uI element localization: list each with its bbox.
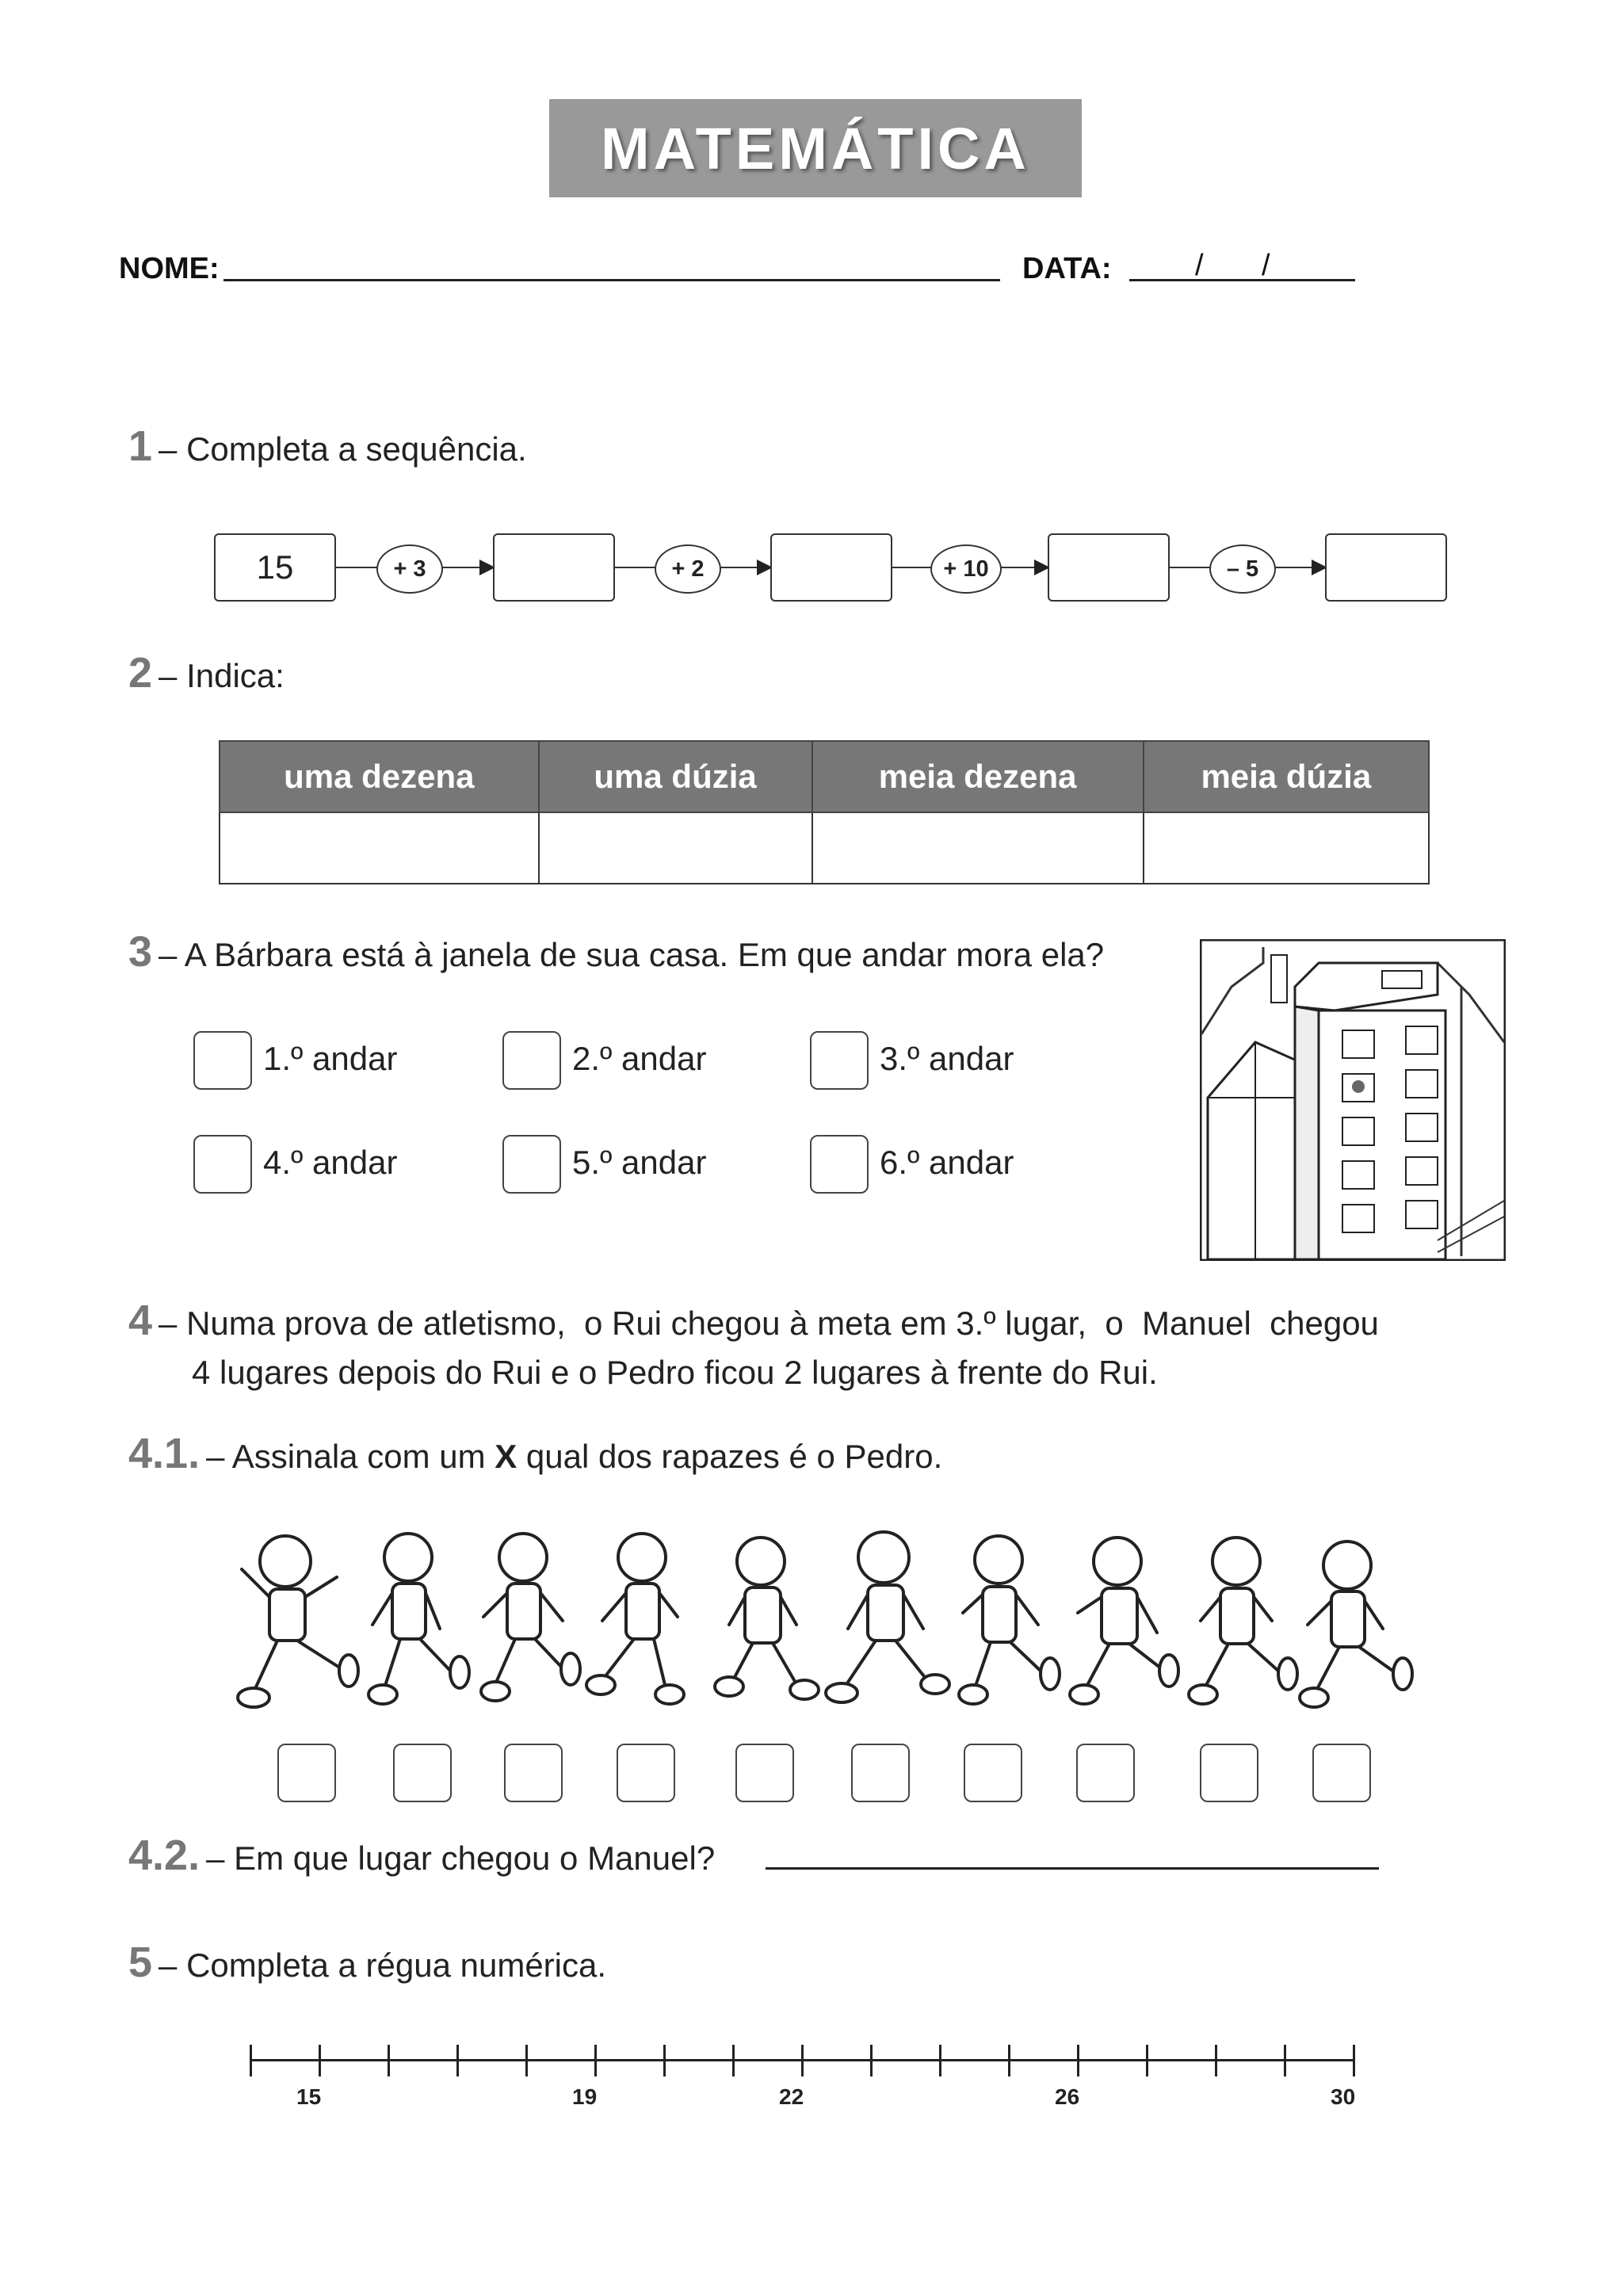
- question-text: – A Bárbara está à janela de sua casa. Em que andar mora ela?: [158, 936, 1105, 973]
- floor-checkbox[interactable]: [502, 1135, 561, 1194]
- question-number: 4.2.: [128, 1832, 200, 1879]
- question-text: – Em que lugar chegou o Manuel?: [206, 1839, 716, 1877]
- sequence-answer-box[interactable]: [1048, 533, 1170, 602]
- date-separator: /: [1195, 249, 1204, 282]
- option-label: 5.º andar: [572, 1144, 707, 1181]
- sequence-chain: [214, 531, 1450, 604]
- table-header: meia dúzia: [1144, 741, 1429, 812]
- floor-checkbox[interactable]: [502, 1031, 561, 1090]
- sequence-answer-box[interactable]: [770, 533, 892, 602]
- question-text: – Completa a régua numérica.: [158, 1946, 607, 1984]
- floor-checkbox[interactable]: [193, 1031, 252, 1090]
- ruler-tick: [663, 2045, 666, 2076]
- building-illustration: [1200, 939, 1506, 1261]
- question-text: – Numa prova de atletismo, o Rui chegou à meta em 3.º lugar, o Manuel chegou: [158, 1305, 1379, 1342]
- floor-checkbox[interactable]: [810, 1135, 869, 1194]
- table-header: uma dúzia: [539, 741, 812, 812]
- question-text: – Completa a sequência.: [158, 430, 527, 468]
- number-ruler: [246, 2045, 1355, 2132]
- ruler-tick: [732, 2045, 735, 2076]
- sequence-operator: + 3: [376, 544, 443, 594]
- date-field[interactable]: [1129, 279, 1355, 281]
- question-text-bold: X: [495, 1438, 517, 1475]
- ruler-tick: [870, 2045, 873, 2076]
- runner-checkbox[interactable]: [851, 1744, 910, 1802]
- question-text: – Indica:: [158, 657, 285, 694]
- runner-checkbox[interactable]: [964, 1744, 1022, 1802]
- name-label: NOME:: [119, 252, 220, 285]
- floor-checkbox[interactable]: [810, 1031, 869, 1090]
- sequence-operator: – 5: [1209, 544, 1276, 594]
- ruler-tick: [250, 2045, 252, 2076]
- table-row: [220, 812, 1429, 884]
- question-3: [128, 927, 1104, 976]
- option-label: 2.º andar: [572, 1040, 707, 1077]
- question-number: 2: [128, 649, 153, 697]
- page-title: MATEMÁTICA: [549, 99, 1082, 197]
- ruler-tick: [1146, 2045, 1148, 2076]
- table-header-row: [220, 741, 1429, 812]
- question-text: – Assinala com um: [206, 1438, 495, 1475]
- sequence-answer-box[interactable]: [493, 533, 615, 602]
- ruler-tick: [1353, 2045, 1355, 2076]
- sequence-answer-box[interactable]: [1325, 533, 1447, 602]
- ruler-tick: [801, 2045, 804, 2076]
- ruler-tick: [388, 2045, 390, 2076]
- question-number: 1: [128, 422, 153, 470]
- runner-checkbox[interactable]: [617, 1744, 675, 1802]
- answer-cell[interactable]: [812, 812, 1144, 884]
- floor-checkbox[interactable]: [193, 1135, 252, 1194]
- option-label: 4.º andar: [263, 1144, 398, 1181]
- ruler-tick: [1077, 2045, 1079, 2076]
- sequence-operator: + 2: [655, 544, 721, 594]
- question-number: 4: [128, 1297, 153, 1344]
- option-label: 6.º andar: [880, 1144, 1014, 1181]
- ruler-tick: [939, 2045, 941, 2076]
- answer-cell[interactable]: [220, 812, 539, 884]
- runner-checkbox[interactable]: [1076, 1744, 1135, 1802]
- runner-checkbox[interactable]: [735, 1744, 794, 1802]
- runner-checkbox[interactable]: [393, 1744, 452, 1802]
- ruler-label: 15: [296, 2084, 322, 2109]
- ruler-label: 30: [1331, 2084, 1356, 2109]
- answer-cell[interactable]: [539, 812, 812, 884]
- runner-checkbox[interactable]: [1200, 1744, 1258, 1802]
- option-label: 3.º andar: [880, 1040, 1014, 1077]
- ruler-tick: [594, 2045, 597, 2076]
- name-field[interactable]: [223, 279, 1000, 281]
- indica-table: [219, 740, 1430, 884]
- runners-illustration: [222, 1522, 1434, 1736]
- answer-line[interactable]: [766, 1867, 1379, 1870]
- table-header: uma dezena: [220, 741, 539, 812]
- question-number: 3: [128, 928, 153, 976]
- table-header: meia dezena: [812, 741, 1144, 812]
- question-number: 5: [128, 1939, 153, 1986]
- date-label: DATA:: [1022, 252, 1112, 285]
- ruler-label: 22: [779, 2084, 804, 2109]
- question-4-2: [128, 1831, 715, 1880]
- question-1: [128, 422, 527, 471]
- question-5: [128, 1938, 606, 1987]
- ruler-tick: [319, 2045, 321, 2076]
- sequence-start-box: 15: [214, 533, 336, 602]
- ruler-label: 26: [1055, 2084, 1080, 2109]
- ruler-tick: [1215, 2045, 1217, 2076]
- question-text-continued: 4 lugares depois do Rui e o Pedro ficou 2 lugares à frente do Rui.: [192, 1354, 1158, 1391]
- runner-checkbox[interactable]: [1312, 1744, 1371, 1802]
- question-4-1: [128, 1429, 942, 1478]
- option-label: 1.º andar: [263, 1040, 398, 1077]
- runner-checkbox[interactable]: [504, 1744, 563, 1802]
- date-separator: /: [1262, 249, 1270, 282]
- ruler-label: 19: [572, 2084, 598, 2109]
- question-4: [128, 1296, 1379, 1345]
- answer-cell[interactable]: [1144, 812, 1429, 884]
- question-text: qual dos rapazes é o Pedro.: [517, 1438, 943, 1475]
- question-2: [128, 648, 285, 697]
- ruler-tick: [1008, 2045, 1010, 2076]
- sequence-operator: + 10: [930, 544, 1002, 594]
- ruler-tick: [1284, 2045, 1286, 2076]
- question-number: 4.1.: [128, 1430, 200, 1477]
- ruler-tick: [525, 2045, 528, 2076]
- runner-checkbox[interactable]: [277, 1744, 336, 1802]
- ruler-tick: [456, 2045, 459, 2076]
